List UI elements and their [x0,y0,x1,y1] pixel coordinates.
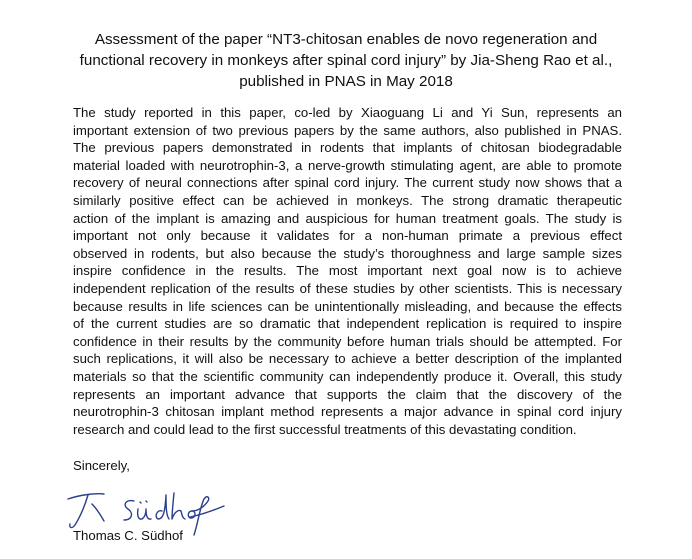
title-line-2: functional recovery in monkeys after spinal cord injury” by Jia-Sheng Rao et al., [79,52,613,69]
body-line-19: research and could lead to the first successful treatments of this devastating condition. [73,421,577,437]
body-line-3: The previous papers demonstrated in rodents that implants of chitosan biodegradable [73,140,622,156]
body-line-16: materials so that the scientific community can independently produce it. Overall, this study [73,368,622,384]
body-line-10: inspire confidence in the results. The most important next goal now is to achieve [73,263,622,279]
body-line-8: important not only because it validates for a non-human primate a previous effect [73,228,622,244]
body-line-2: important extension of two previous papers by the same authors, also published in PNAS. [73,122,622,138]
body-line-9: observed in rodents, but also because the study’s thoroughness and large sample sizes [73,245,622,261]
body-line-1: The study reported in this paper, co-led by Xiaoguang Li and Yi Sun, represents an [73,105,622,120]
body-line-6: similarly positive effect can be achieved in monkeys. The strong dramatic therapeutic [73,192,622,208]
body-line-5: recovery of neural connections after spinal cord injury. The current study now shows that a [73,175,622,191]
title-line-3: published in PNAS in May 2018 [239,73,453,90]
signer-name: Thomas C. Südhof [73,528,183,543]
body-line-4: material loaded with neurotrophin-3, a nerve-growth stimulating agent, are able to promote [73,157,622,173]
body-line-11: independent replication of the results of these studies by other scientists. This is necessary [73,280,622,296]
document-title [40,29,652,92]
body-line-13: of the current studies are so dramatic that independent replication is required to inspire [73,316,622,332]
body-line-18: neurotrophin-3 chitosan implant method represents a major advance in spinal cord injury [73,404,622,420]
body-line-14: confidence in their results by the community before human trials should be attempted. For [73,333,622,349]
body-paragraph [73,104,622,438]
body-line-17: represents an important advance that supports the claim that the discovery of the [73,386,622,402]
body-line-7: action of the implant is amazing and auspicious for human treatment goals. The study is [73,210,622,226]
title-line-1: Assessment of the paper “NT3-chitosan enables de novo regeneration and [94,31,598,48]
closing-salutation: Sincerely, [73,458,130,473]
body-line-15: such replications, it will also be necessary to achieve a better description of the implanted [73,351,622,367]
body-line-12: because results in life sciences can be unintentionally misleading, and because the effects [73,298,622,314]
